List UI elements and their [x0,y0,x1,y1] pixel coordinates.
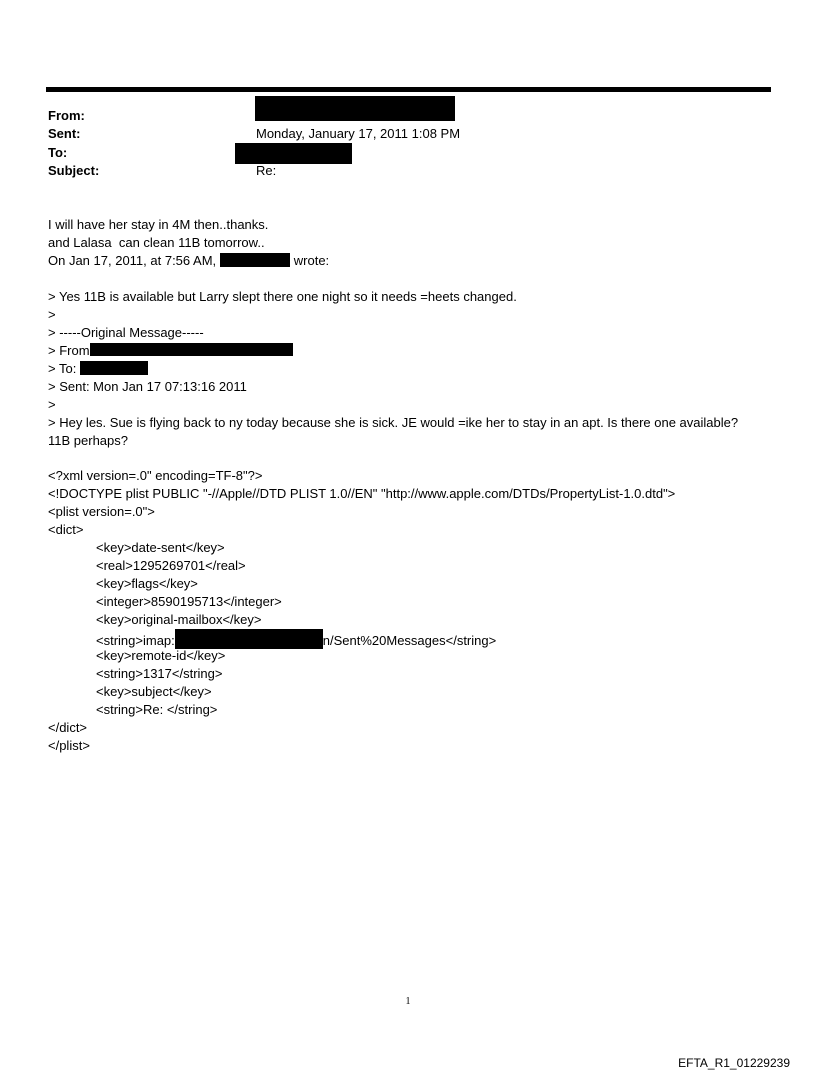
from-redaction [255,96,455,121]
plist-imap-prefix: <string>imap: [96,633,175,648]
quote-to-redaction [80,361,148,375]
plist-line: <plist version=.0"> [48,504,155,519]
quote-line [48,360,148,377]
plist-line [96,629,496,649]
subject-label: Subject: [48,163,100,178]
plist-line: <!DOCTYPE plist PUBLIC "-//Apple//DTD PLIST 1.0//EN" "http://www.apple.com/DTDs/PropertyList-1.0.dtd"> [48,486,676,501]
quote-line: > Sent: Mon Jan 17 07:13:16 2011 [48,379,247,394]
plist-line: <?xml version=.0" encoding=TF-8"?> [48,468,263,483]
plist-line: <key>subject</key> [96,684,212,699]
quote-line: > Hey les. Sue is flying back to ny today because she is sick. JE would =ike her to stay in an apt. Is there one available? [48,415,739,430]
plist-line: <string>1317</string> [96,666,223,681]
plist-line: <key>date-sent</key> [96,540,225,555]
to-label: To: [48,145,68,160]
quote-to-label: > To: [48,361,77,376]
quote-line: > [48,307,56,322]
page-number: 1 [405,996,411,1007]
plist-line: <key>flags</key> [96,576,198,591]
plist-line: <key>original-mailbox</key> [96,612,262,627]
from-label: From: [48,108,85,123]
plist-imap-redaction [175,629,323,649]
attribution-redaction [220,253,290,267]
attribution-text: On Jan 17, 2011, at 7:56 AM, [48,253,217,268]
to-redaction [235,143,352,164]
attribution-suffix: wrote: [290,253,330,268]
plist-line: <string>Re: </string> [96,702,218,717]
quote-line: > Yes 11B is available but Larry slept there one night so it needs =heets changed. [48,289,517,304]
plist-imap-suffix: n/Sent%20Messages</string> [322,633,497,648]
quote-from-redaction [90,343,293,356]
body-line: and Lalasa can clean 11B tomorrow.. [48,235,265,250]
document-id: EFTA_R1_01229239 [678,1056,790,1070]
plist-line: </dict> [48,720,88,735]
body-line: I will have her stay in 4M then..thanks. [48,217,269,232]
body-line [48,252,329,269]
quote-line: > -----Original Message----- [48,325,204,340]
quote-from-label: > From [48,343,90,358]
quote-line: > [48,397,56,412]
header-rule [46,87,771,92]
quote-line: 11B perhaps? [48,433,128,448]
plist-line: <key>remote-id</key> [96,648,226,663]
plist-line: <integer>8590195713</integer> [96,594,282,609]
plist-line: <real>1295269701</real> [96,558,246,573]
sent-value: Monday, January 17, 2011 1:08 PM [256,126,461,141]
plist-line: <dict> [48,522,84,537]
quote-line [48,342,293,359]
sent-label: Sent: [48,126,81,141]
plist-line: </plist> [48,738,90,753]
subject-value: Re: [256,163,277,178]
